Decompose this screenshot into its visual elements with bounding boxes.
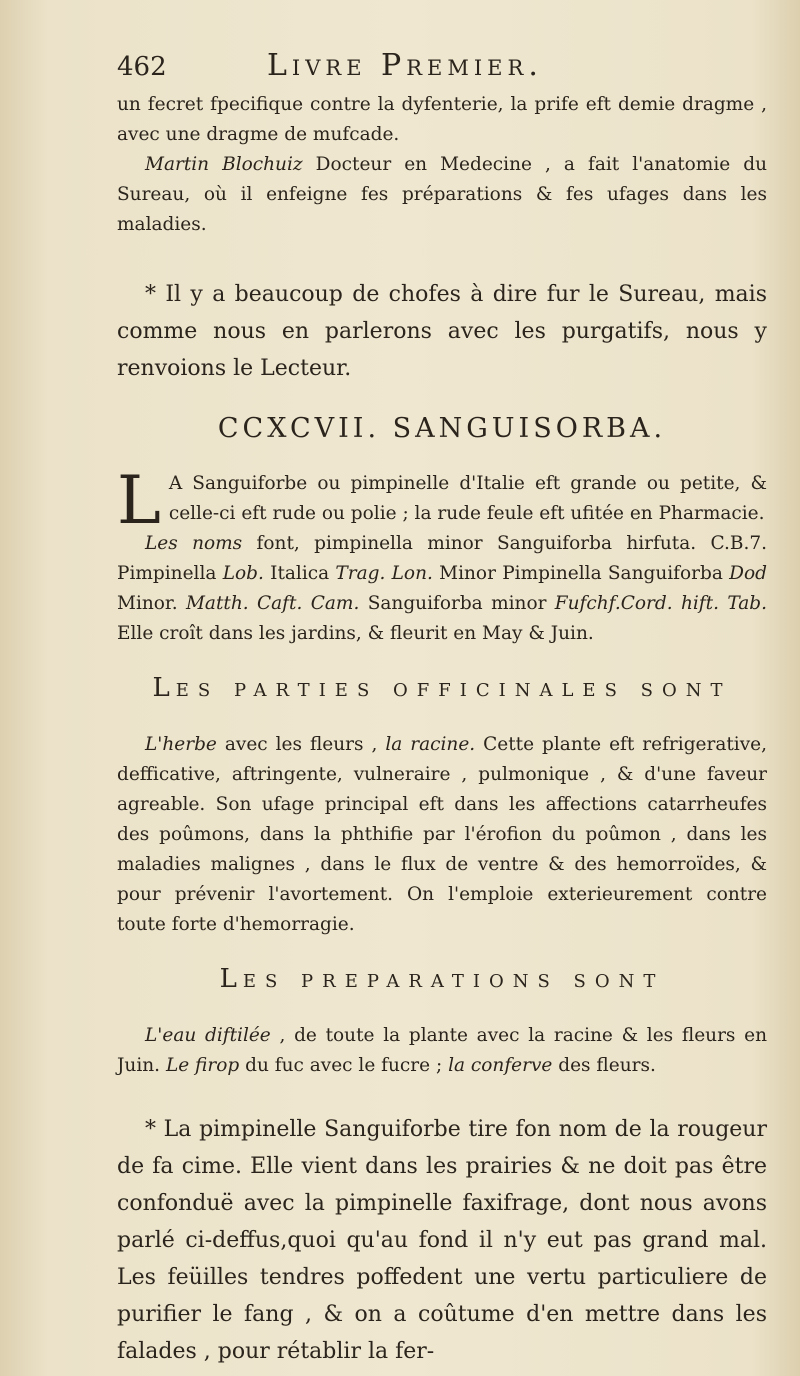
prep-text-1: , de toute la plante avec la racine & les fleurs en Juin. — [117, 1025, 767, 1076]
section-intro-block — [117, 462, 767, 539]
names-text-1: font, pimpinella minor Sanguiforba hirfuta. C.B.7. Pimpinella — [117, 533, 767, 584]
preparations-heading — [117, 964, 767, 997]
paragraph-blochuiz-text: Docteur en Medecine , a fait l'anatomie du Sureau, où il enfeigne fes préparations & fes ufages dans les maladies. — [117, 154, 768, 235]
officinal-text-1: avec les fleurs , — [216, 734, 386, 755]
page-header — [117, 48, 767, 90]
names-text-3: Minor Pimpinella Sanguiforba — [432, 563, 730, 584]
section-heading: CCXCVII. SANGUISORBA. — [217, 413, 667, 444]
officinal-text-2: Cette plante eft refrigerative, defficative, aftringente, vulneraire , pulmonique , & d'une faveur agreable. Son ufage principal eft dans les affections catarrheufes des poûmons, dans la phthifie par l'érofion du poûmon , dans les maladies malignes , dans le flux de ventre & des hemorroïdes, & pour prévenir l'avortement. On l'emploie exterieurement contre toute forte d'hemorragie. — [117, 734, 767, 935]
officinal-lead-root: la racine. — [385, 734, 476, 755]
paragraph-officinal — [117, 730, 767, 940]
note-pimpinelle: * La pimpinelle Sanguiforbe tire fon nom de la rougeur de fa cime. Elle vient dans les prairies & ne doit pas être confonduë avec la pimpinelle faxifrage, dont nous avons parlé ci-deffus,quoi qu'au fond il n'y eut pas grand mal. Les feüilles tendres poffedent une vertu particuliere de purifier le fang , & on a coûtume d'en mettre dans les falades , pour rétablir la fer- — [117, 1117, 767, 1364]
names-dod: Dod — [729, 563, 767, 584]
names-lob: Lob. — [222, 563, 264, 584]
paragraph-preparations — [117, 1021, 767, 1081]
preparations-heading-cap: L — [219, 964, 243, 994]
preparations-heading-rest: ES PREPARATIONS SONT — [242, 971, 665, 992]
drop-cap: L — [117, 462, 161, 539]
paragraph-blochuiz — [117, 150, 767, 240]
page-content — [117, 48, 767, 1370]
names-text-5: Sanguiforba minor — [359, 593, 555, 614]
names-text-4: Minor. — [117, 593, 186, 614]
names-text-6: Elle croît dans les jardins, & fleurit en May & Juin. — [117, 623, 594, 644]
officinal-heading-rest: ES PARTIES OFFICINALES SONT — [175, 680, 732, 701]
prep-text-2: du fuc avec le fucre ; — [239, 1055, 449, 1076]
prep-lead-water: L'eau diftilée — [145, 1025, 271, 1046]
names-fusch: Fufchf.Cord. hift. Tab. — [554, 593, 767, 614]
author-name: Martin Blochuiz — [145, 154, 303, 175]
names-authors: Matth. Caft. Cam. — [185, 593, 360, 614]
prep-text-3: des fleurs. — [552, 1055, 656, 1076]
note-sureau: * Il y a beaucoup de chofes à dire fur le Sureau, mais comme nous en parlerons avec les purgatifs, nous y renvoions le Lecteur. — [117, 282, 767, 381]
prep-lead-conserve: la conferve — [448, 1055, 553, 1076]
names-text-2: Italica — [263, 563, 336, 584]
officinal-heading — [117, 673, 767, 706]
page-number: 462 — [117, 52, 167, 82]
officinal-heading-cap: L — [152, 673, 176, 703]
names-trag: Trag. Lon. — [335, 563, 433, 584]
paragraph-names — [117, 529, 767, 649]
names-lead: Les noms — [145, 533, 243, 554]
paragraph-dysentery: un fecret fpecifique contre la dyfenterie, la prife eft demie dragme , avec une dragme de mufcade. — [117, 94, 767, 145]
section-intro: A Sanguiforbe ou pimpinelle d'Italie eft grande ou petite, & celle-ci eft rude ou polie ; la rude feule eft ufitée en Pharmacie. — [168, 473, 767, 524]
prep-lead-syrup: Le firop — [165, 1055, 240, 1076]
running-title: Livre Premier. — [267, 48, 543, 83]
officinal-lead-herb: L'herbe — [145, 734, 217, 755]
